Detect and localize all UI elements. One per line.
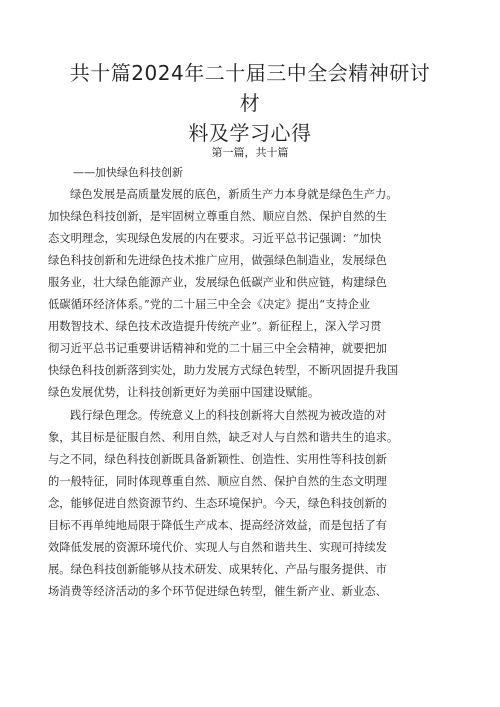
title-line: 共十篇2024年二十届三中全会精神研讨材 [69, 61, 431, 115]
document-title [60, 58, 440, 148]
text-line: 快绿色科技创新落到实处，助力发展方式绿色转型，不断巩固提升我国 [48, 364, 399, 377]
text-line: 场消费等经济活动的多个环节促进绿色转型，催生新产业、新业态、 [48, 585, 387, 598]
body-text [48, 184, 458, 603]
text-line: 念，能够促进自然资源节约、生态环境保护。今天，绿色科技创新的 [48, 497, 387, 510]
text-line: 服务业，壮大绿色能源产业，发展绿色低碳产业和供应链，构建绿色 [48, 276, 387, 289]
text-line: 绿色科技创新和先进绿色技术推广应用，做强绿色制造业，发展绿色 [48, 254, 387, 267]
section-heading: 第一篇，共十篇 [211, 146, 289, 159]
text-line: 态文明理念，实现绿色发展的内在要求。习近平总书记强调：“加快 [48, 232, 382, 245]
text-line: 展。绿色科技创新能够从技术研发、成果转化、产品与服务提供、市 [48, 563, 387, 576]
section-subheading: ——加快绿色科技创新 [73, 166, 183, 179]
text-line: 彻习近平总书记重要讲话精神和党的二十届三中全会精神，就要把加 [48, 342, 387, 355]
text-line: 用数智技术、绿色技术改造提升传统产业”。新征程上，深入学习贯 [48, 320, 382, 333]
text-line: 绿色发展优势，让科技创新更好为美丽中国建设赋能。 [48, 386, 320, 399]
text-line: 绿色发展是高质量发展的底色，新质生产力本身就是绿色生产力。 [70, 188, 398, 201]
title-line: 料及学习心得 [188, 121, 312, 145]
text-line: 象，其目标是征服自然、利用自然，缺乏对人与自然和谐共生的追求。 [48, 431, 399, 444]
text-line: 效降低发展的资源环境代价、实现人与自然和谐共生、实现可持续发 [48, 541, 387, 554]
text-line: 低碳循环经济体系。”党的二十届三中全会《决定》提出“支持企业 [48, 298, 371, 311]
text-line: 践行绿色理念。传统意义上的科技创新将大自然视为被改造的对 [70, 409, 387, 422]
text-line: 的一般特征，同时体现尊重自然、顺应自然、保护自然的生态文明理 [48, 475, 387, 488]
text-line: 与之不同，绿色科技创新既具备新颖性、创造性、实用性等科技创新 [48, 453, 387, 466]
text-line: 目标不再单纯地局限于降低生产成本、提高经济效益，而是包括了有 [48, 519, 387, 532]
text-line: 加快绿色科技创新，是牢固树立尊重自然、顺应自然、保护自然的生 [48, 210, 387, 223]
